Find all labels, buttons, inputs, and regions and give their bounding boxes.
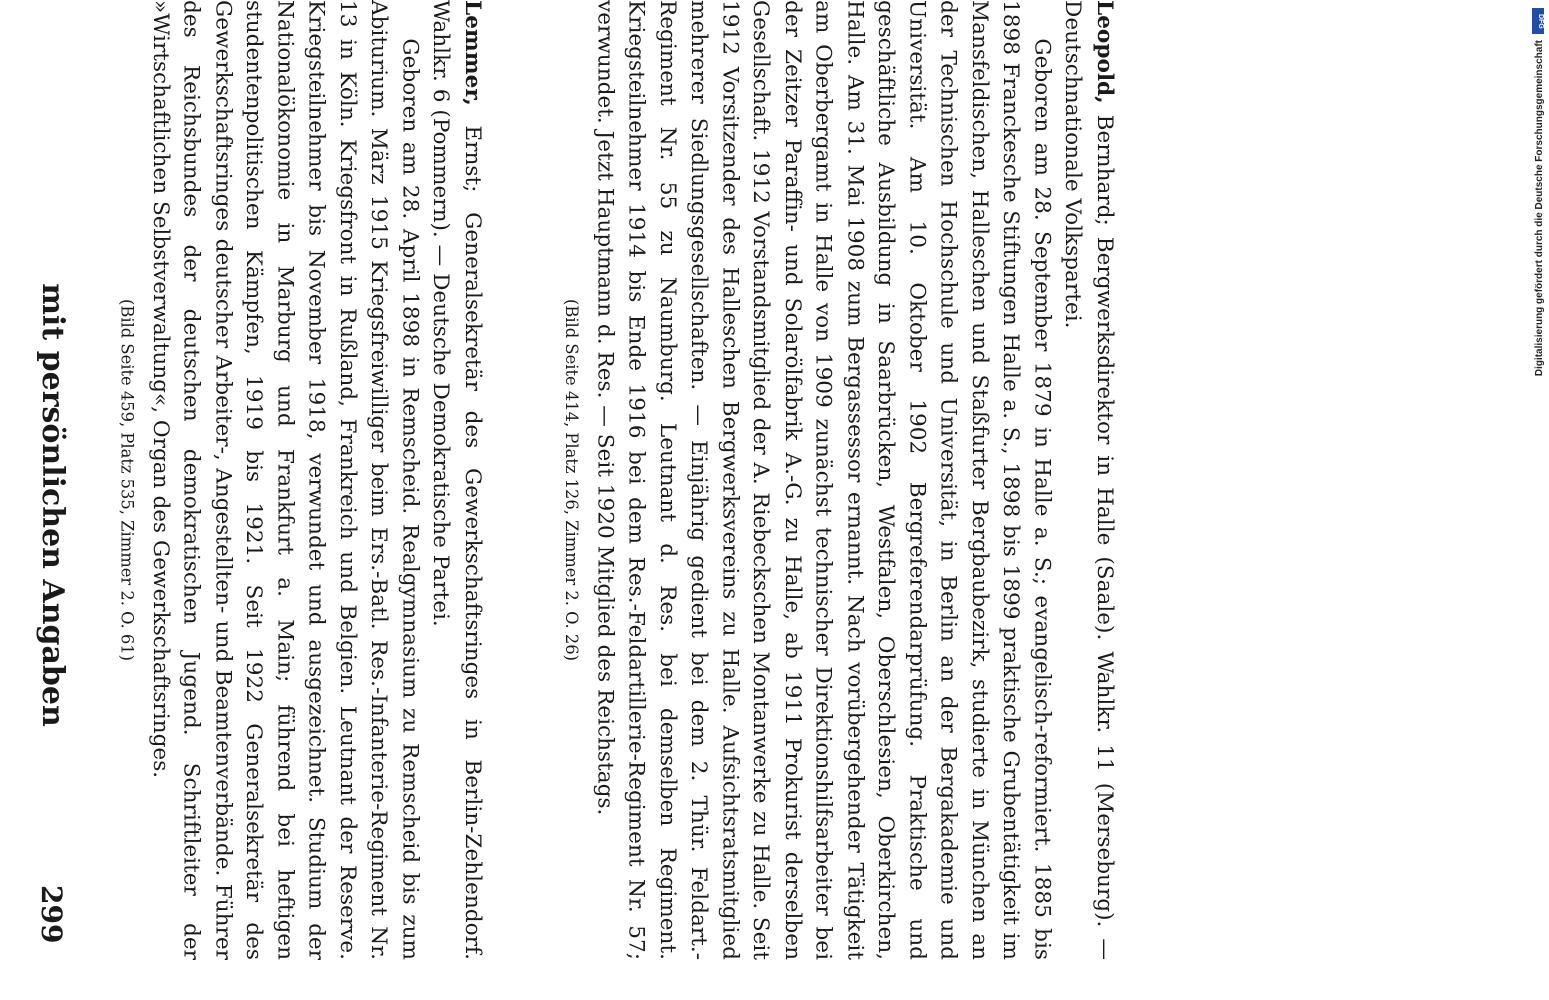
biography-entry: [561, 0, 1120, 960]
digitization-credit-strip: [1527, 0, 1549, 400]
entry-name: Lemmer,: [460, 0, 486, 106]
biography-entry: [116, 0, 488, 960]
entry-body: Geboren am 28. April 1898 in Remscheid. Realgymnasium zu Remscheid bis zum Abiturium. März 1915 Kriegsfreiwilliger beim Ers.-Batl. Res.-Infanterie-Regiment Nr. 13 in Köln. Kriegsfront in Rußland, Frankreich und Belgien. Leutnant der Reserve. Kriegsteilnehmer bis November 1918, verwundet und ausgezeichnet. Studium der Nationalökonomie in Marburg und Frankfurt a. Main; führend bei heftigen studentenpolitischen Kämpfen, 1919 bis 1921. Seit 1922 Generalsekretär des Gewerkschaftsringes deutscher Arbeiter-, Angestellten- und Beamtenverbände. Führer des Reichsbundes der deutschen demokratischen Jugend. Schriftleiter der »Wirtschaftlichen Selbstverwaltung«, Organ des Gewerkschaftsringes.: [148, 0, 423, 960]
entry-heading: [1058, 0, 1120, 960]
entry-heading-text: Ernst; Generalsekretär des Gewerkschaftsringes in Berlin-Zehlendorf. Wahlkr. 6 (Pommern). — Deutsche Demokratische Partei.: [428, 0, 486, 960]
entry-reference: (Bild Seite 459, Platz 535, Zimmer 2. O. 61): [116, 298, 137, 662]
page-number: 299: [35, 885, 68, 944]
running-head: [32, 0, 72, 960]
entry-heading: [426, 0, 488, 960]
entry-body: Geboren am 28. September 1879 in Halle a. S.; evangelisch-reformiert. 1885 bis 1898 Franckesche Stiftungen Halle a. S., 1898 bis 1899 praktische Grubentätigkeit im Mansfeldischen, Halleschen und Staßfurter Bergbaubezirk, studierte in München an der Technischen Hochschule und Universität, in Berlin an der Bergakademie und Universität. Am 10. Oktober 1902 Bergreferendarprüfung. Praktische und geschäftliche Ausbildung in Saarbrücken, Westfalen, Oberschlesien, Oberkirchen, Halle. Am 31. Mai 1908 zum Bergassessor ernannt. Nach vorübergehender Tätigkeit am Oberbergamt in Halle von 1909 zunächst technischer Direktionshilfsarbeiter bei der Zeitzer Paraffin- und Solarölfabrik A.-G. zu Halle, ab 1911 Prokurist derselben Gesellschaft. 1912 Vorstandsmitglied der A. Riebeckschen Montanwerke zu Halle. Seit 1912 Vorsitzender des Halleschen Bergwerksvereins zu Halle. Aufsichtsratsmitglied mehrerer Siedlungsgesellschaften. — Einjährig gedient bei dem 2. Thür. Feldart.-Regiment Nr. 55 zu Naumburg. Leutnant d. Res. bei demselben Regiment. Kriegsteilnehmer 1914 bis Ende 1916 bei dem Res.-Feldartillerie-Regiment Nr. 57; verwundet. Jetzt Hauptmann d. Res. — Seit 1920 Mitglied des Reichstags.: [592, 0, 1055, 960]
entry-heading-text: Bernhard; Bergwerksdirektor in Halle (Saale). Wahlkr. 11 (Merseburg). — Deutschnationale Volkspartei.: [1060, 0, 1118, 961]
entry-reference: (Bild Seite 414, Platz 126, Zimmer 2. O. 26): [561, 298, 581, 662]
running-head-title: mit persönlichen Angaben: [35, 283, 70, 727]
entry-name: Leopold,: [1092, 0, 1118, 104]
dfg-logo: DFG: [1532, 8, 1544, 34]
digitization-credit: Digitalisierung gefördert durch die Deutsche Forschungsgemeinschaft: [1534, 40, 1545, 377]
